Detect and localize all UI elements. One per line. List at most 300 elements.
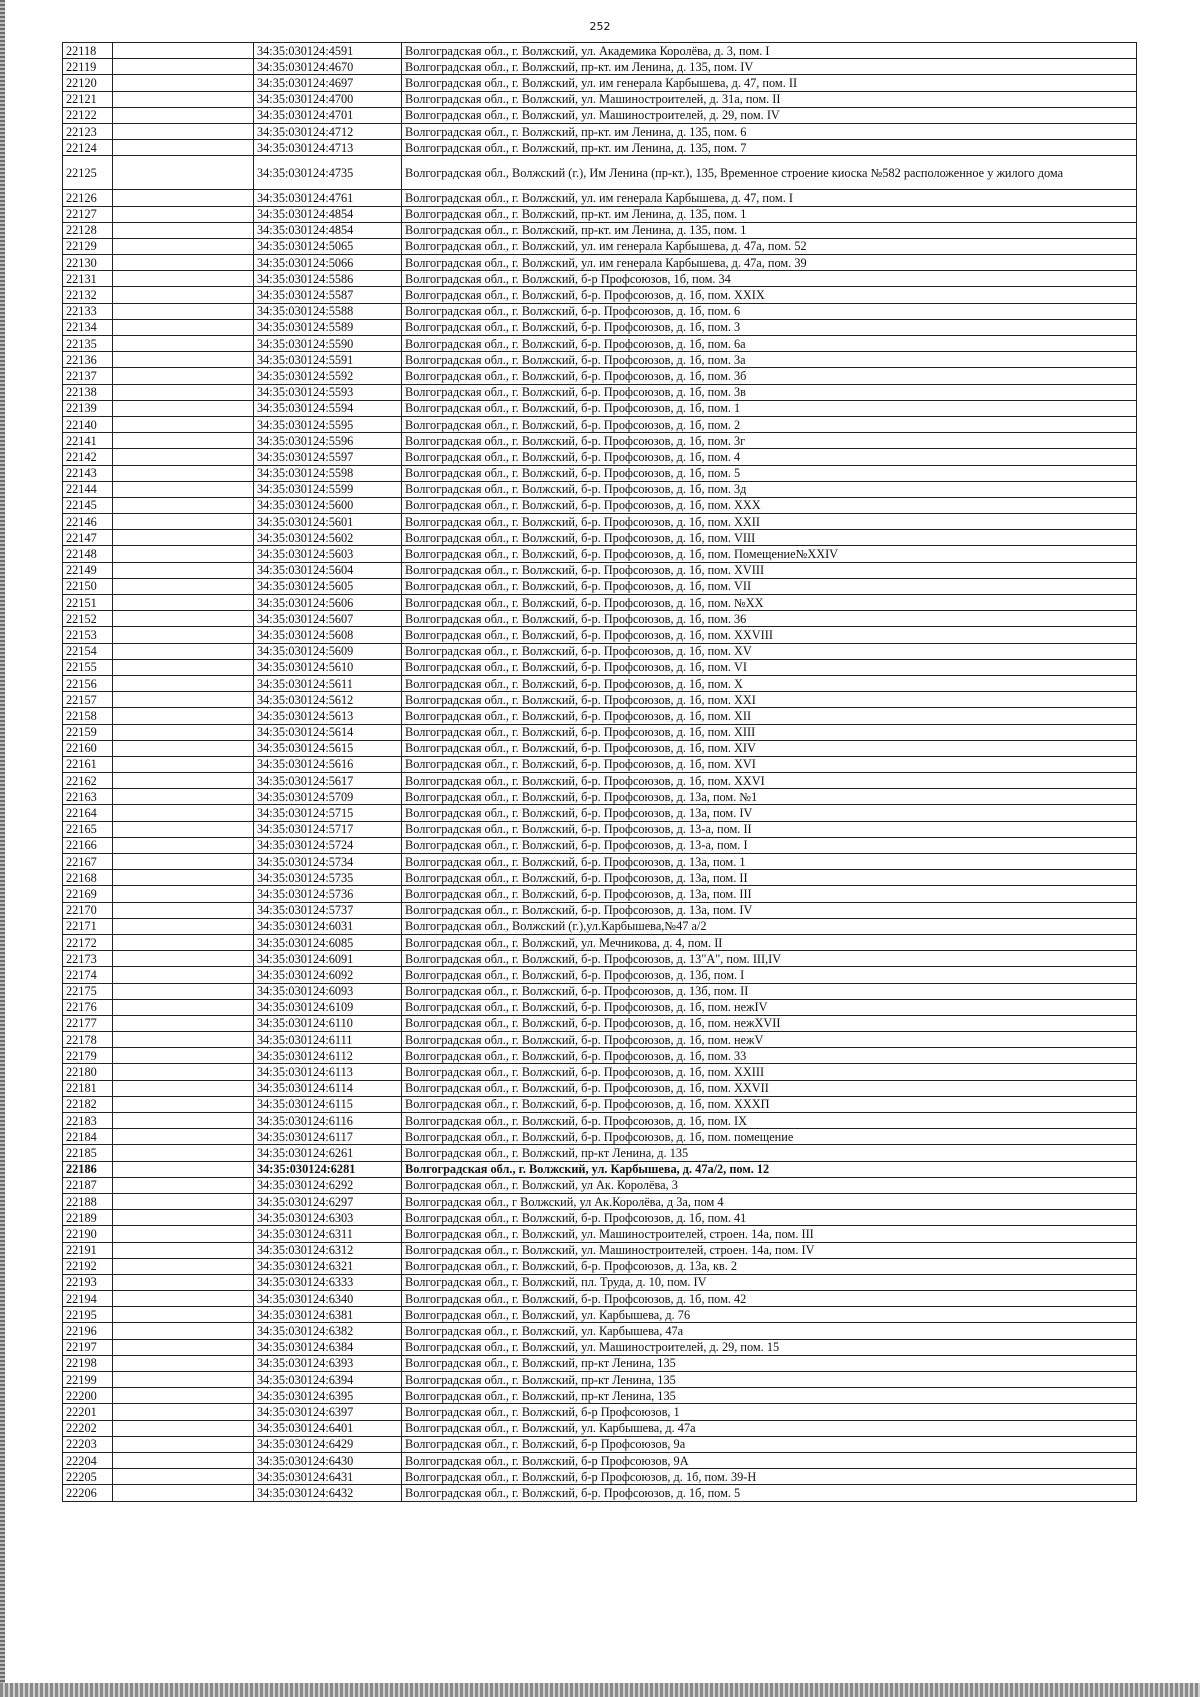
- address-cell: Волгоградская обл., г. Волжский, б-р. Профсоюзов, д. 1б, пом. XVIII: [402, 562, 1137, 578]
- row-number-cell: 22150: [63, 578, 113, 594]
- cadastral-number-cell: 34:35:030124:5593: [254, 384, 402, 400]
- cadastral-number-cell: 34:35:030124:5587: [254, 287, 402, 303]
- address-cell: Волгоградская обл., г. Волжский, ул. Мечникова, д. 4, пом. II: [402, 934, 1137, 950]
- cadastral-number-cell: 34:35:030124:6401: [254, 1420, 402, 1436]
- row-number-cell: 22176: [63, 999, 113, 1015]
- table-row: [63, 1420, 1137, 1436]
- table-row: [63, 1372, 1137, 1388]
- cadastral-number-cell: 34:35:030124:4854: [254, 222, 402, 238]
- row-number-cell: 22134: [63, 319, 113, 335]
- address-cell: Волгоградская обл., г. Волжский, пр-кт. им Ленина, д. 135, пом. 6: [402, 123, 1137, 139]
- row-number-cell: 22164: [63, 805, 113, 821]
- row-number-cell: 22132: [63, 287, 113, 303]
- address-cell: Волгоградская обл., г. Волжский, ул. Карбышева, д. 76: [402, 1307, 1137, 1323]
- row-number-cell: 22182: [63, 1096, 113, 1112]
- empty-cell: [113, 1210, 254, 1226]
- cadastral-number-cell: 34:35:030124:5586: [254, 271, 402, 287]
- row-number-cell: 22200: [63, 1388, 113, 1404]
- cadastral-number-cell: 34:35:030124:5724: [254, 837, 402, 853]
- table-row: [63, 1032, 1137, 1048]
- cadastral-number-cell: 34:35:030124:5612: [254, 692, 402, 708]
- address-cell: Волгоградская обл., г. Волжский, б-р. Профсоюзов, д. 13б, пом. II: [402, 983, 1137, 999]
- empty-cell: [113, 724, 254, 740]
- cadastral-number-cell: 34:35:030124:5065: [254, 238, 402, 254]
- empty-cell: [113, 1469, 254, 1485]
- page-number: 252: [589, 20, 611, 33]
- cadastral-number-cell: 34:35:030124:6340: [254, 1291, 402, 1307]
- address-cell: Волгоградская обл., г. Волжский, б-р. Профсоюзов, д. 13-а, пом. I: [402, 837, 1137, 853]
- empty-cell: [113, 1080, 254, 1096]
- row-number-cell: 22195: [63, 1307, 113, 1323]
- row-number-cell: 22136: [63, 352, 113, 368]
- cadastral-number-cell: 34:35:030124:5717: [254, 821, 402, 837]
- table-row: [63, 611, 1137, 627]
- address-cell: Волгоградская обл., г. Волжский, ул. Карбышева, 47а: [402, 1323, 1137, 1339]
- cadastral-number-cell: 34:35:030124:6116: [254, 1113, 402, 1129]
- empty-cell: [113, 1388, 254, 1404]
- row-number-cell: 22165: [63, 821, 113, 837]
- address-cell: Волгоградская обл., г. Волжский, б-р. Профсоюзов, д. 13а, пом. IV: [402, 805, 1137, 821]
- row-number-cell: 22177: [63, 1015, 113, 1031]
- empty-cell: [113, 999, 254, 1015]
- address-cell: Волгоградская обл., г. Волжский, б-р. Профсоюзов, д. 1б, пом. VIII: [402, 530, 1137, 546]
- empty-cell: [113, 951, 254, 967]
- address-cell: Волгоградская обл., г. Волжский, б-р Профсоюзов, 1: [402, 1404, 1137, 1420]
- row-number-cell: 22119: [63, 59, 113, 75]
- table-row: [63, 190, 1137, 206]
- table-row: [63, 1274, 1137, 1290]
- address-cell: Волгоградская обл., г. Волжский, б-р. Профсоюзов, д. 1б, пом. XXX: [402, 497, 1137, 513]
- address-cell: Волгоградская обл., г. Волжский, б-р. Профсоюзов, д. 1б, пом. XIII: [402, 724, 1137, 740]
- empty-cell: [113, 837, 254, 853]
- table-row: [63, 627, 1137, 643]
- table-row: [63, 805, 1137, 821]
- address-cell: Волгоградская обл., г. Волжский, пр-кт. им Ленина, д. 135, пом. 1: [402, 222, 1137, 238]
- table-row: [63, 75, 1137, 91]
- cadastral-number-cell: 34:35:030124:4670: [254, 59, 402, 75]
- address-cell: Волгоградская обл., г. Волжский, б-р. Профсоюзов, д. 1б, пом. VII: [402, 578, 1137, 594]
- row-number-cell: 22186: [63, 1161, 113, 1177]
- cadastral-number-cell: 34:35:030124:5596: [254, 433, 402, 449]
- empty-cell: [113, 140, 254, 156]
- table-row: [63, 1323, 1137, 1339]
- address-cell: Волгоградская обл., г. Волжский, пр-кт. им Ленина, д. 135, пом. 1: [402, 206, 1137, 222]
- row-number-cell: 22152: [63, 611, 113, 627]
- row-number-cell: 22198: [63, 1355, 113, 1371]
- row-number-cell: 22188: [63, 1193, 113, 1209]
- address-cell: Волгоградская обл., Волжский (г.), Им Ленина (пр-кт.), 135, Временное строение киоска №582 расположенное у жилого дома: [402, 156, 1137, 190]
- row-number-cell: 22205: [63, 1469, 113, 1485]
- cadastral-number-cell: 34:35:030124:5589: [254, 319, 402, 335]
- table-row: [63, 546, 1137, 562]
- row-number-cell: 22168: [63, 870, 113, 886]
- cadastral-number-cell: 34:35:030124:6333: [254, 1274, 402, 1290]
- row-number-cell: 22118: [63, 43, 113, 59]
- table-row: [63, 1242, 1137, 1258]
- row-number-cell: 22160: [63, 740, 113, 756]
- table-row: [63, 156, 1137, 190]
- empty-cell: [113, 352, 254, 368]
- table-row: [63, 643, 1137, 659]
- cadastral-number-cell: 34:35:030124:4761: [254, 190, 402, 206]
- cadastral-number-cell: 34:35:030124:4735: [254, 156, 402, 190]
- row-number-cell: 22185: [63, 1145, 113, 1161]
- table-row: [63, 756, 1137, 772]
- row-number-cell: 22183: [63, 1113, 113, 1129]
- cadastral-number-cell: 34:35:030124:5601: [254, 514, 402, 530]
- row-number-cell: 22170: [63, 902, 113, 918]
- cadastral-number-cell: 34:35:030124:6431: [254, 1469, 402, 1485]
- empty-cell: [113, 578, 254, 594]
- table-row: [63, 449, 1137, 465]
- empty-cell: [113, 107, 254, 123]
- cadastral-number-cell: 34:35:030124:6303: [254, 1210, 402, 1226]
- cadastral-number-cell: 34:35:030124:6393: [254, 1355, 402, 1371]
- address-cell: Волгоградская обл., г. Волжский, б-р. Профсоюзов, д. 1б, пом. 2: [402, 416, 1137, 432]
- empty-cell: [113, 1113, 254, 1129]
- address-cell: Волгоградская обл., г. Волжский, б-р. Профсоюзов, д. 1б, пом. Помещение№XXIV: [402, 546, 1137, 562]
- empty-cell: [113, 1258, 254, 1274]
- cadastral-number-cell: 34:35:030124:6117: [254, 1129, 402, 1145]
- table-row: [63, 854, 1137, 870]
- cadastral-number-cell: 34:35:030124:6297: [254, 1193, 402, 1209]
- row-number-cell: 22124: [63, 140, 113, 156]
- cadastral-number-cell: 34:35:030124:4701: [254, 107, 402, 123]
- address-cell: Волгоградская обл., г. Волжский, б-р. Профсоюзов, д. 1б, пом. XIV: [402, 740, 1137, 756]
- row-number-cell: 22123: [63, 123, 113, 139]
- cadastral-number-cell: 34:35:030124:6429: [254, 1436, 402, 1452]
- row-number-cell: 22149: [63, 562, 113, 578]
- empty-cell: [113, 75, 254, 91]
- empty-cell: [113, 1436, 254, 1452]
- empty-cell: [113, 967, 254, 983]
- empty-cell: [113, 319, 254, 335]
- empty-cell: [113, 514, 254, 530]
- address-cell: Волгоградская обл., г. Волжский, б-р. Профсоюзов, д. 1б, пом. 3в: [402, 384, 1137, 400]
- address-cell: Волгоградская обл., г. Волжский, б-р. Профсоюзов, д. 1б, пом. XXIX: [402, 287, 1137, 303]
- row-number-cell: 22189: [63, 1210, 113, 1226]
- empty-cell: [113, 190, 254, 206]
- table-row: [63, 222, 1137, 238]
- table-row: [63, 59, 1137, 75]
- address-cell: Волгоградская обл., г. Волжский, б-р. Профсоюзов, д. 1б, пом. VI: [402, 659, 1137, 675]
- row-number-cell: 22174: [63, 967, 113, 983]
- table-row: [63, 336, 1137, 352]
- address-cell: Волгоградская обл., г. Волжский, б-р Профсоюзов, д. 1б, пом. 39-Н: [402, 1469, 1137, 1485]
- table-row: [63, 1307, 1137, 1323]
- empty-cell: [113, 497, 254, 513]
- address-cell: Волгоградская обл., г. Волжский, б-р. Профсоюзов, д. 1б, пом. 3б: [402, 368, 1137, 384]
- row-number-cell: 22191: [63, 1242, 113, 1258]
- table-row: [63, 886, 1137, 902]
- row-number-cell: 22194: [63, 1291, 113, 1307]
- cadastral-number-cell: 34:35:030124:6292: [254, 1177, 402, 1193]
- empty-cell: [113, 643, 254, 659]
- empty-cell: [113, 530, 254, 546]
- empty-cell: [113, 368, 254, 384]
- address-cell: Волгоградская обл., г. Волжский, ул. им генерала Карбышева, д. 47а, пом. 39: [402, 255, 1137, 271]
- address-cell: Волгоградская обл., г. Волжский, б-р. Профсоюзов, д. 1б, пом. XXXП: [402, 1096, 1137, 1112]
- table-row: [63, 773, 1137, 789]
- address-cell: Волгоградская обл., г. Волжский, ул Ак. Королёва, 3: [402, 1177, 1137, 1193]
- table-row: [63, 789, 1137, 805]
- row-number-cell: 22143: [63, 465, 113, 481]
- address-cell: Волгоградская обл., г. Волжский, б-р. Профсоюзов, д. 1б, пом. XXII: [402, 514, 1137, 530]
- address-cell: Волгоградская обл., г. Волжский, б-р. Профсоюзов, д. 1б, пом. 36: [402, 611, 1137, 627]
- row-number-cell: 22203: [63, 1436, 113, 1452]
- property-registry-table: [62, 42, 1137, 1502]
- row-number-cell: 22133: [63, 303, 113, 319]
- table-row: [63, 1145, 1137, 1161]
- address-cell: Волгоградская обл., г. Волжский, б-р Профсоюзов, 1б, пом. 34: [402, 271, 1137, 287]
- empty-cell: [113, 59, 254, 75]
- empty-cell: [113, 1307, 254, 1323]
- row-number-cell: 22138: [63, 384, 113, 400]
- row-number-cell: 22206: [63, 1485, 113, 1501]
- table-row: [63, 1291, 1137, 1307]
- address-cell: Волгоградская обл., г. Волжский, пр-кт Ленина, 135: [402, 1388, 1137, 1404]
- address-cell: Волгоградская обл., г. Волжский, пр-кт Ленина, 135: [402, 1355, 1137, 1371]
- row-number-cell: 22201: [63, 1404, 113, 1420]
- row-number-cell: 22129: [63, 238, 113, 254]
- row-number-cell: 22202: [63, 1420, 113, 1436]
- cadastral-number-cell: 34:35:030124:6112: [254, 1048, 402, 1064]
- empty-cell: [113, 1096, 254, 1112]
- address-cell: Волгоградская обл., г. Волжский, б-р. Профсоюзов, д. 1б, пом. 3г: [402, 433, 1137, 449]
- row-number-cell: 22167: [63, 854, 113, 870]
- empty-cell: [113, 433, 254, 449]
- cadastral-number-cell: 34:35:030124:5591: [254, 352, 402, 368]
- empty-cell: [113, 1323, 254, 1339]
- table-row: [63, 1015, 1137, 1031]
- address-cell: Волгоградская обл., г. Волжский, б-р. Профсоюзов, д. 1б, пом. 5: [402, 1485, 1137, 1501]
- empty-cell: [113, 1274, 254, 1290]
- table-row: [63, 1096, 1137, 1112]
- table-row: [63, 659, 1137, 675]
- address-cell: Волгоградская обл., г. Волжский, б-р. Профсоюзов, д. 13б, пом. I: [402, 967, 1137, 983]
- table-row: [63, 1064, 1137, 1080]
- empty-cell: [113, 1015, 254, 1031]
- empty-cell: [113, 595, 254, 611]
- address-cell: Волгоградская обл., г. Волжский, б-р. Профсоюзов, д. 1б, пом. нежIV: [402, 999, 1137, 1015]
- row-number-cell: 22127: [63, 206, 113, 222]
- empty-cell: [113, 271, 254, 287]
- cadastral-number-cell: 34:35:030124:6384: [254, 1339, 402, 1355]
- table-row: [63, 514, 1137, 530]
- cadastral-number-cell: 34:35:030124:5598: [254, 465, 402, 481]
- cadastral-number-cell: 34:35:030124:5599: [254, 481, 402, 497]
- table-row: [63, 870, 1137, 886]
- address-cell: Волгоградская обл., г. Волжский, ул. им генерала Карбышева, д. 47а, пом. 52: [402, 238, 1137, 254]
- cadastral-number-cell: 34:35:030124:5592: [254, 368, 402, 384]
- cadastral-number-cell: 34:35:030124:6113: [254, 1064, 402, 1080]
- table-row: [63, 303, 1137, 319]
- empty-cell: [113, 1339, 254, 1355]
- row-number-cell: 22142: [63, 449, 113, 465]
- empty-cell: [113, 303, 254, 319]
- address-cell: Волгоградская обл., г. Волжский, б-р Профсоюзов, 9А: [402, 1452, 1137, 1468]
- cadastral-number-cell: 34:35:030124:5607: [254, 611, 402, 627]
- empty-cell: [113, 287, 254, 303]
- address-cell: Волгоградская обл., г. Волжский, б-р. Профсоюзов, д. 1б, пом. 33: [402, 1048, 1137, 1064]
- row-number-cell: 22140: [63, 416, 113, 432]
- cadastral-number-cell: 34:35:030124:5597: [254, 449, 402, 465]
- address-cell: Волгоградская обл., г. Волжский, б-р. Профсоюзов, д. 1б, пом. XXVI: [402, 773, 1137, 789]
- row-number-cell: 22180: [63, 1064, 113, 1080]
- row-number-cell: 22128: [63, 222, 113, 238]
- address-cell: Волгоградская обл., г. Волжский, б-р. Профсоюзов, д. 1б, пом. 3а: [402, 352, 1137, 368]
- empty-cell: [113, 902, 254, 918]
- empty-cell: [113, 1064, 254, 1080]
- empty-cell: [113, 222, 254, 238]
- row-number-cell: 22139: [63, 400, 113, 416]
- cadastral-number-cell: 34:35:030124:4700: [254, 91, 402, 107]
- row-number-cell: 22151: [63, 595, 113, 611]
- empty-cell: [113, 416, 254, 432]
- empty-cell: [113, 692, 254, 708]
- cadastral-number-cell: 34:35:030124:4697: [254, 75, 402, 91]
- table-row: [63, 1161, 1137, 1177]
- cadastral-number-cell: 34:35:030124:5737: [254, 902, 402, 918]
- address-cell: Волгоградская обл., г. Волжский, ул. Машиностроителей, строен. 14а, пом. III: [402, 1226, 1137, 1242]
- empty-cell: [113, 1485, 254, 1501]
- cadastral-number-cell: 34:35:030124:5611: [254, 675, 402, 691]
- empty-cell: [113, 384, 254, 400]
- table-row: [63, 1404, 1137, 1420]
- empty-cell: [113, 91, 254, 107]
- table-row: [63, 1388, 1137, 1404]
- table-row: [63, 352, 1137, 368]
- cadastral-number-cell: 34:35:030124:6312: [254, 1242, 402, 1258]
- address-cell: Волгоградская обл., г. Волжский, б-р. Профсоюзов, д. 13а, пом. 1: [402, 854, 1137, 870]
- address-cell: Волгоградская обл., г. Волжский, б-р. Профсоюзов, д. 1б, пом. 42: [402, 1291, 1137, 1307]
- empty-cell: [113, 449, 254, 465]
- empty-cell: [113, 611, 254, 627]
- cadastral-number-cell: 34:35:030124:6114: [254, 1080, 402, 1096]
- cadastral-number-cell: 34:35:030124:5595: [254, 416, 402, 432]
- address-cell: Волгоградская обл., г. Волжский, б-р. Профсоюзов, д. 1б, пом. XXVII: [402, 1080, 1137, 1096]
- row-number-cell: 22153: [63, 627, 113, 643]
- row-number-cell: 22197: [63, 1339, 113, 1355]
- row-number-cell: 22122: [63, 107, 113, 123]
- table-row: [63, 238, 1137, 254]
- table-row: [63, 951, 1137, 967]
- address-cell: Волгоградская обл., г. Волжский, ул. Карбышева, д. 47а: [402, 1420, 1137, 1436]
- empty-cell: [113, 546, 254, 562]
- cadastral-number-cell: 34:35:030124:6381: [254, 1307, 402, 1323]
- cadastral-number-cell: 34:35:030124:5594: [254, 400, 402, 416]
- table-row: [63, 1226, 1137, 1242]
- cadastral-number-cell: 34:35:030124:5613: [254, 708, 402, 724]
- cadastral-number-cell: 34:35:030124:5610: [254, 659, 402, 675]
- row-number-cell: 22141: [63, 433, 113, 449]
- address-cell: Волгоградская обл., г Волжский, ул Ак.Королёва, д 3а, пом 4: [402, 1193, 1137, 1209]
- empty-cell: [113, 854, 254, 870]
- row-number-cell: 22193: [63, 1274, 113, 1290]
- row-number-cell: 22199: [63, 1372, 113, 1388]
- cadastral-number-cell: 34:35:030124:4854: [254, 206, 402, 222]
- empty-cell: [113, 1404, 254, 1420]
- address-cell: Волгоградская обл., г. Волжский, б-р. Профсоюзов, д. 1б, пом. XV: [402, 643, 1137, 659]
- empty-cell: [113, 870, 254, 886]
- cadastral-number-cell: 34:35:030124:5604: [254, 562, 402, 578]
- table-row: [63, 497, 1137, 513]
- address-cell: Волгоградская обл., г. Волжский, ул. Карбышева, д. 47а/2, пом. 12: [402, 1161, 1137, 1177]
- address-cell: Волгоградская обл., г. Волжский, б-р. Профсоюзов, д. 1б, пом. XXVIII: [402, 627, 1137, 643]
- table-row: [63, 271, 1137, 287]
- table-row: [63, 1436, 1137, 1452]
- row-number-cell: 22163: [63, 789, 113, 805]
- row-number-cell: 22154: [63, 643, 113, 659]
- empty-cell: [113, 336, 254, 352]
- empty-cell: [113, 1242, 254, 1258]
- address-cell: Волгоградская обл., г. Волжский, б-р. Профсоюзов, д. 1б, пом. нежXVII: [402, 1015, 1137, 1031]
- empty-cell: [113, 400, 254, 416]
- row-number-cell: 22158: [63, 708, 113, 724]
- empty-cell: [113, 123, 254, 139]
- address-cell: Волгоградская обл., г. Волжский, б-р. Профсоюзов, д. 1б, пом. 5: [402, 465, 1137, 481]
- row-number-cell: 22121: [63, 91, 113, 107]
- table-row: [63, 1193, 1137, 1209]
- address-cell: Волгоградская обл., г. Волжский, б-р. Профсоюзов, д. 13а, пом. IV: [402, 902, 1137, 918]
- empty-cell: [113, 465, 254, 481]
- address-cell: Волгоградская обл., г. Волжский, ул. Машиностроителей, д. 29, пом. 15: [402, 1339, 1137, 1355]
- cadastral-number-cell: 34:35:030124:6111: [254, 1032, 402, 1048]
- empty-cell: [113, 562, 254, 578]
- row-number-cell: 22137: [63, 368, 113, 384]
- empty-cell: [113, 1032, 254, 1048]
- row-number-cell: 22126: [63, 190, 113, 206]
- empty-cell: [113, 1372, 254, 1388]
- table-row: [63, 107, 1137, 123]
- table-row: [63, 902, 1137, 918]
- row-number-cell: 22161: [63, 756, 113, 772]
- table-row: [63, 740, 1137, 756]
- cadastral-number-cell: 34:35:030124:6432: [254, 1485, 402, 1501]
- empty-cell: [113, 983, 254, 999]
- empty-cell: [113, 675, 254, 691]
- table-row: [63, 287, 1137, 303]
- table-row: [63, 465, 1137, 481]
- address-cell: Волгоградская обл., г. Волжский, пр-кт. им Ленина, д. 135, пом. IV: [402, 59, 1137, 75]
- address-cell: Волгоградская обл., г. Волжский, ул. Машиностроителей, д. 29, пом. IV: [402, 107, 1137, 123]
- cadastral-number-cell: 34:35:030124:4591: [254, 43, 402, 59]
- row-number-cell: 22135: [63, 336, 113, 352]
- empty-cell: [113, 1177, 254, 1193]
- row-number-cell: 22187: [63, 1177, 113, 1193]
- empty-cell: [113, 1193, 254, 1209]
- empty-cell: [113, 918, 254, 934]
- table-row: [63, 999, 1137, 1015]
- address-cell: Волгоградская обл., г. Волжский, б-р. Профсоюзов, д. 1б, пом. XVI: [402, 756, 1137, 772]
- address-cell: Волгоградская обл., г. Волжский, б-р. Профсоюзов, д. 1б, пом. 3: [402, 319, 1137, 335]
- table-row: [63, 1355, 1137, 1371]
- empty-cell: [113, 206, 254, 222]
- cadastral-number-cell: 34:35:030124:6115: [254, 1096, 402, 1112]
- registry-body: [63, 43, 1137, 1502]
- cadastral-number-cell: 34:35:030124:6093: [254, 983, 402, 999]
- address-cell: Волгоградская обл., г. Волжский, б-р. Профсоюзов, д. 1б, пом. нежV: [402, 1032, 1137, 1048]
- address-cell: Волгоградская обл., г. Волжский, б-р. Профсоюзов, д. 1б, пом. №XX: [402, 595, 1137, 611]
- table-row: [63, 821, 1137, 837]
- row-number-cell: 22166: [63, 837, 113, 853]
- empty-cell: [113, 1145, 254, 1161]
- empty-cell: [113, 789, 254, 805]
- table-row: [63, 43, 1137, 59]
- empty-cell: [113, 1226, 254, 1242]
- cadastral-number-cell: 34:35:030124:5616: [254, 756, 402, 772]
- cadastral-number-cell: 34:35:030124:6395: [254, 1388, 402, 1404]
